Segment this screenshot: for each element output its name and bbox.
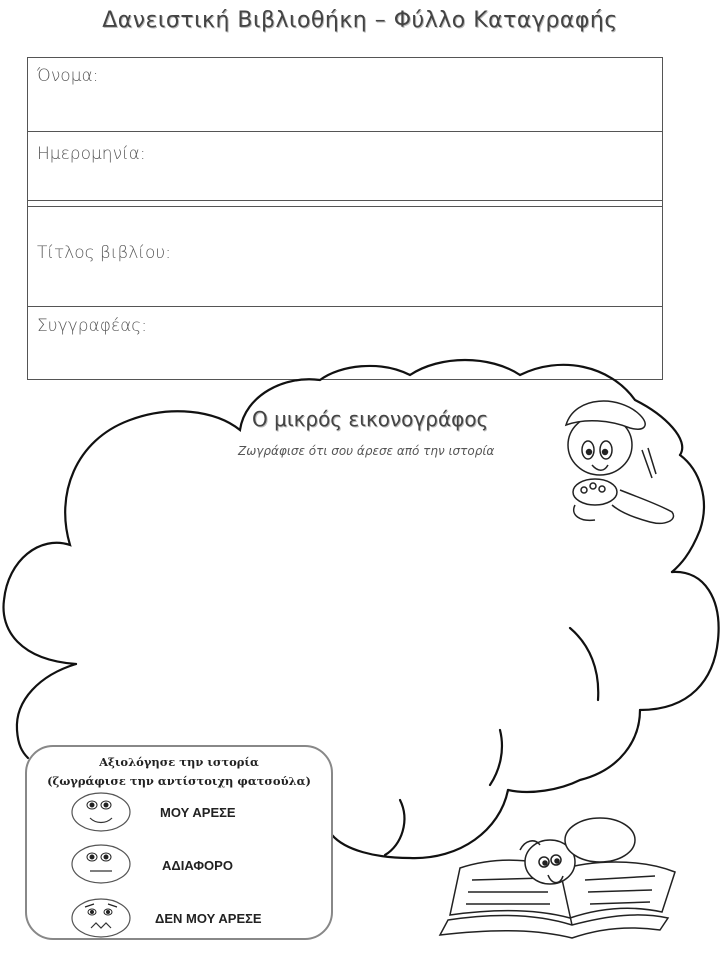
happy-face-icon[interactable]	[70, 791, 132, 833]
author-field-label: Συγγραφέας:	[37, 316, 148, 336]
book-title-field-label: Τίτλος βιβλίου:	[37, 243, 171, 263]
rating-instruction: (ζωγράφισε την αντίστοιχη φατσούλα)	[47, 774, 311, 788]
reading-bird-illustration	[440, 818, 675, 938]
sad-face-icon[interactable]	[70, 897, 132, 939]
rating-option-like: ΜΟΥ ΑΡΕΣΕ	[160, 805, 236, 820]
neutral-face-icon[interactable]	[70, 843, 132, 885]
rating-title: Αξιολόγησε την ιστορία	[99, 755, 259, 769]
date-field-label: Ημερομηνία:	[37, 144, 146, 164]
drawing-section-title: Ο μικρός εικονογράφος	[252, 407, 489, 431]
page-title: Δανειστική Βιβλιοθήκη – Φύλλο Καταγραφής	[102, 8, 618, 33]
rating-box	[25, 745, 333, 940]
rating-option-neutral: ΑΔΙΑΦΟΡΟ	[162, 858, 233, 873]
name-field-label: Όνομα:	[37, 66, 99, 86]
drawing-section-subtitle: Ζωγράφισε ότι σου άρεσε από την ιστορία	[238, 444, 495, 458]
rating-option-dislike: ΔΕΝ ΜΟΥ ΑΡΕΣΕ	[155, 911, 262, 926]
painter-bird-illustration	[566, 401, 673, 523]
